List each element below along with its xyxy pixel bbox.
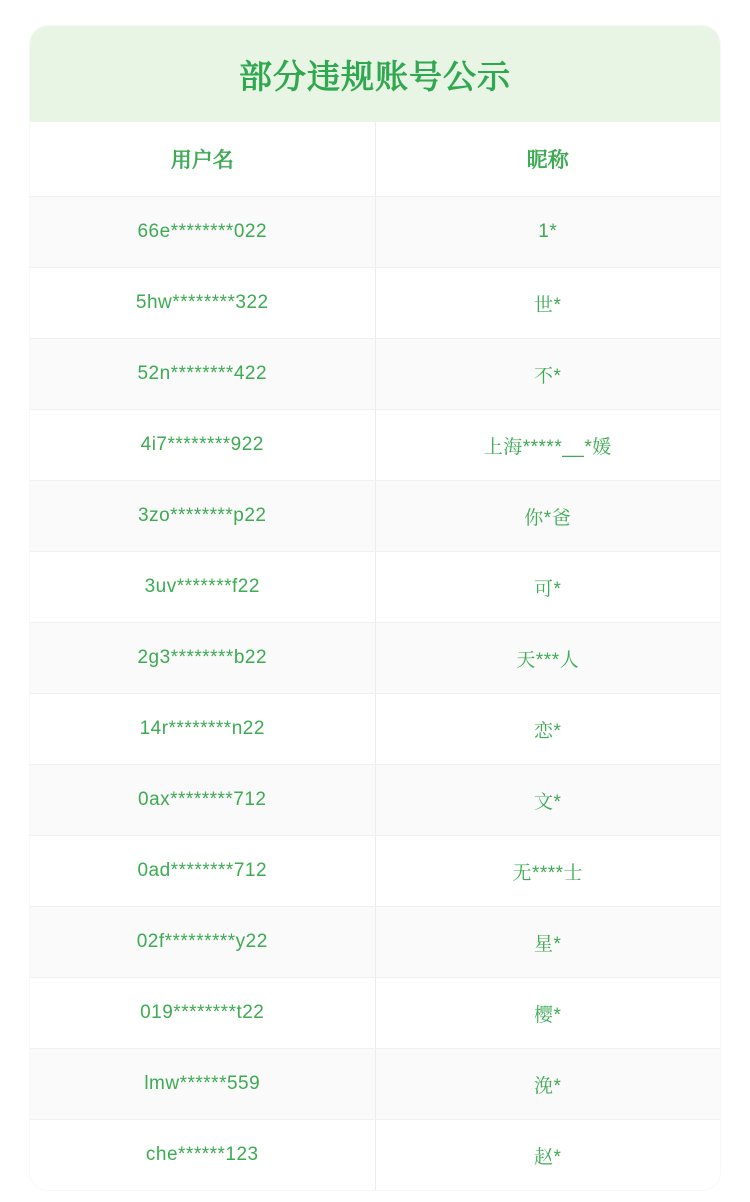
table-row: [30, 481, 720, 552]
table-header-row: [30, 122, 720, 197]
table-row: [30, 765, 720, 836]
table-body: [30, 197, 720, 1191]
cell-nickname: 你*爸: [375, 481, 720, 552]
violation-accounts-table: [30, 122, 720, 1190]
cell-nickname: 不*: [375, 339, 720, 410]
cell-username: 02f*********y22: [30, 907, 375, 978]
table-row: [30, 1049, 720, 1120]
table-row: [30, 268, 720, 339]
page-title: 部分违规账号公示: [239, 57, 511, 95]
column-header-nickname: 昵称: [375, 122, 720, 197]
violation-accounts-card: [30, 26, 720, 1190]
cell-username: 019********t22: [30, 978, 375, 1049]
cell-nickname: 恋*: [375, 694, 720, 765]
table-row: [30, 552, 720, 623]
table-row: [30, 1120, 720, 1191]
cell-username: 0ax********712: [30, 765, 375, 836]
cell-username: 2g3********b22: [30, 623, 375, 694]
card-header: [30, 26, 720, 122]
cell-username: 5hw********322: [30, 268, 375, 339]
table-row: [30, 339, 720, 410]
table-row: [30, 978, 720, 1049]
cell-username: 66e********022: [30, 197, 375, 268]
cell-nickname: 1*: [375, 197, 720, 268]
cell-username: 3uv*******f22: [30, 552, 375, 623]
cell-nickname: 星*: [375, 907, 720, 978]
cell-nickname: 上海*****__*媛: [375, 410, 720, 481]
cell-nickname: 可*: [375, 552, 720, 623]
column-header-username: 用户名: [30, 122, 375, 197]
cell-username: 14r********n22: [30, 694, 375, 765]
cell-username: 0ad********712: [30, 836, 375, 907]
table-row: [30, 197, 720, 268]
cell-username: che******123: [30, 1120, 375, 1191]
cell-username: 3zo********p22: [30, 481, 375, 552]
cell-nickname: 浼*: [375, 1049, 720, 1120]
cell-nickname: 世*: [375, 268, 720, 339]
table-row: [30, 836, 720, 907]
cell-username: lmw******559: [30, 1049, 375, 1120]
table-row: [30, 907, 720, 978]
cell-username: 4i7********922: [30, 410, 375, 481]
cell-nickname: 无****士: [375, 836, 720, 907]
cell-nickname: 赵*: [375, 1120, 720, 1191]
cell-nickname: 天***人: [375, 623, 720, 694]
cell-nickname: 文*: [375, 765, 720, 836]
cell-nickname: 樱*: [375, 978, 720, 1049]
table-header: [30, 122, 720, 197]
table-row: [30, 623, 720, 694]
cell-username: 52n********422: [30, 339, 375, 410]
table-row: [30, 694, 720, 765]
table-row: [30, 410, 720, 481]
